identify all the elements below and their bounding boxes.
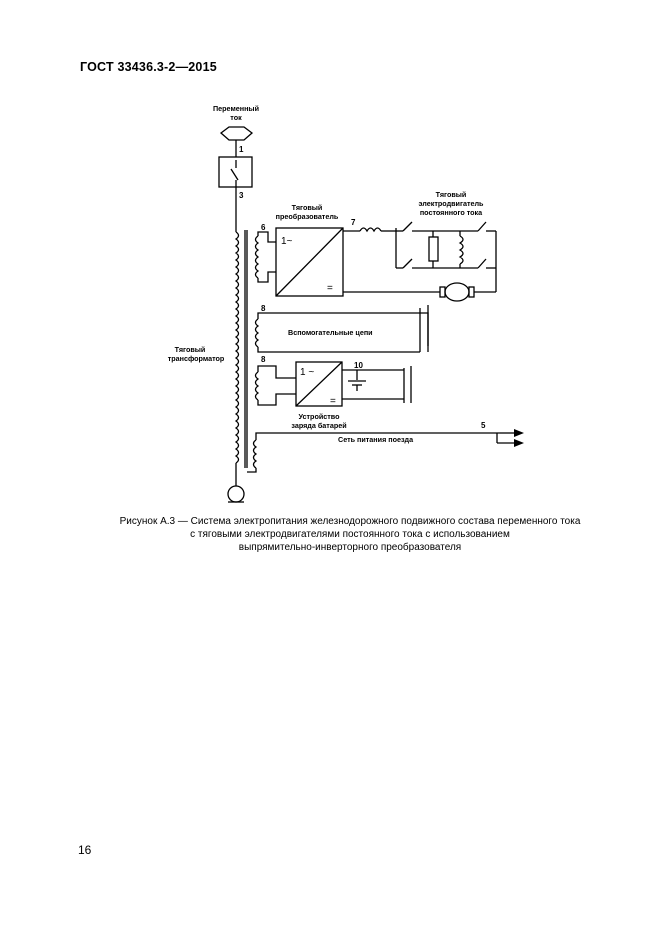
charger-ac-symbol: 1 ~ xyxy=(300,367,315,378)
dc-motor-symbol xyxy=(445,283,469,301)
document-header: ГОСТ 33436.3-2—2015 xyxy=(80,60,217,74)
caption-line-2: с тяговыми электродвигателями постоянного тока с использованием xyxy=(190,529,510,540)
battery-charger-label: Устройство xyxy=(298,412,340,421)
smoothing-inductor xyxy=(360,228,381,231)
transformer-primary-winding xyxy=(236,232,239,463)
auxiliary-circuits-label: Вспомогательные цепи xyxy=(288,328,373,337)
converter-dc-symbol: = xyxy=(327,283,333,294)
train-power-network-label: Сеть питания поезда xyxy=(338,435,414,444)
ref-3: 3 xyxy=(239,191,244,200)
ref-6: 6 xyxy=(261,223,266,232)
braking-resistor xyxy=(429,237,438,261)
dc-motor-label: Тяговый xyxy=(435,190,467,199)
ac-supply-label-2: ток xyxy=(230,113,242,122)
converter-ac-symbol: 1~ xyxy=(281,236,293,247)
charger-winding xyxy=(256,372,259,400)
ref-8-charger: 8 xyxy=(261,355,266,364)
battery-charger-label-2: заряда батарей xyxy=(291,421,347,430)
ref-8-auxiliary: 8 xyxy=(261,304,266,313)
traction-transformer-label: Тяговый xyxy=(174,345,206,354)
traction-transformer-label-2: трансформатор xyxy=(167,354,225,363)
pantograph-symbol xyxy=(221,127,252,140)
caption-line-1: Рисунок А.3 — Система электропитания железнодорожного подвижного состава переменного тока xyxy=(119,516,581,527)
dc-motor-label-3: постоянного тока xyxy=(419,208,483,217)
figure-caption xyxy=(100,515,600,554)
train-line-winding xyxy=(254,440,257,468)
ref-7: 7 xyxy=(351,218,356,227)
traction-converter-label: Тяговый xyxy=(291,203,323,212)
ac-supply-label: Переменный xyxy=(212,104,260,113)
ground-wheel-symbol xyxy=(228,486,244,502)
secondary-winding-6 xyxy=(256,236,259,278)
charger-dc-symbol: = xyxy=(330,396,336,407)
ref-5: 5 xyxy=(481,421,486,430)
dc-motor-label-2: электродвигатель xyxy=(418,199,484,208)
ref-1: 1 xyxy=(239,145,244,154)
traction-converter-label-2: преобразователь xyxy=(275,212,339,221)
ref-10: 10 xyxy=(354,361,363,370)
motor-field-winding xyxy=(460,236,463,264)
page-number: 16 xyxy=(78,843,92,857)
auxiliary-winding xyxy=(256,319,259,347)
caption-line-3: выпрямительно-инверторного преобразователя xyxy=(238,542,462,553)
